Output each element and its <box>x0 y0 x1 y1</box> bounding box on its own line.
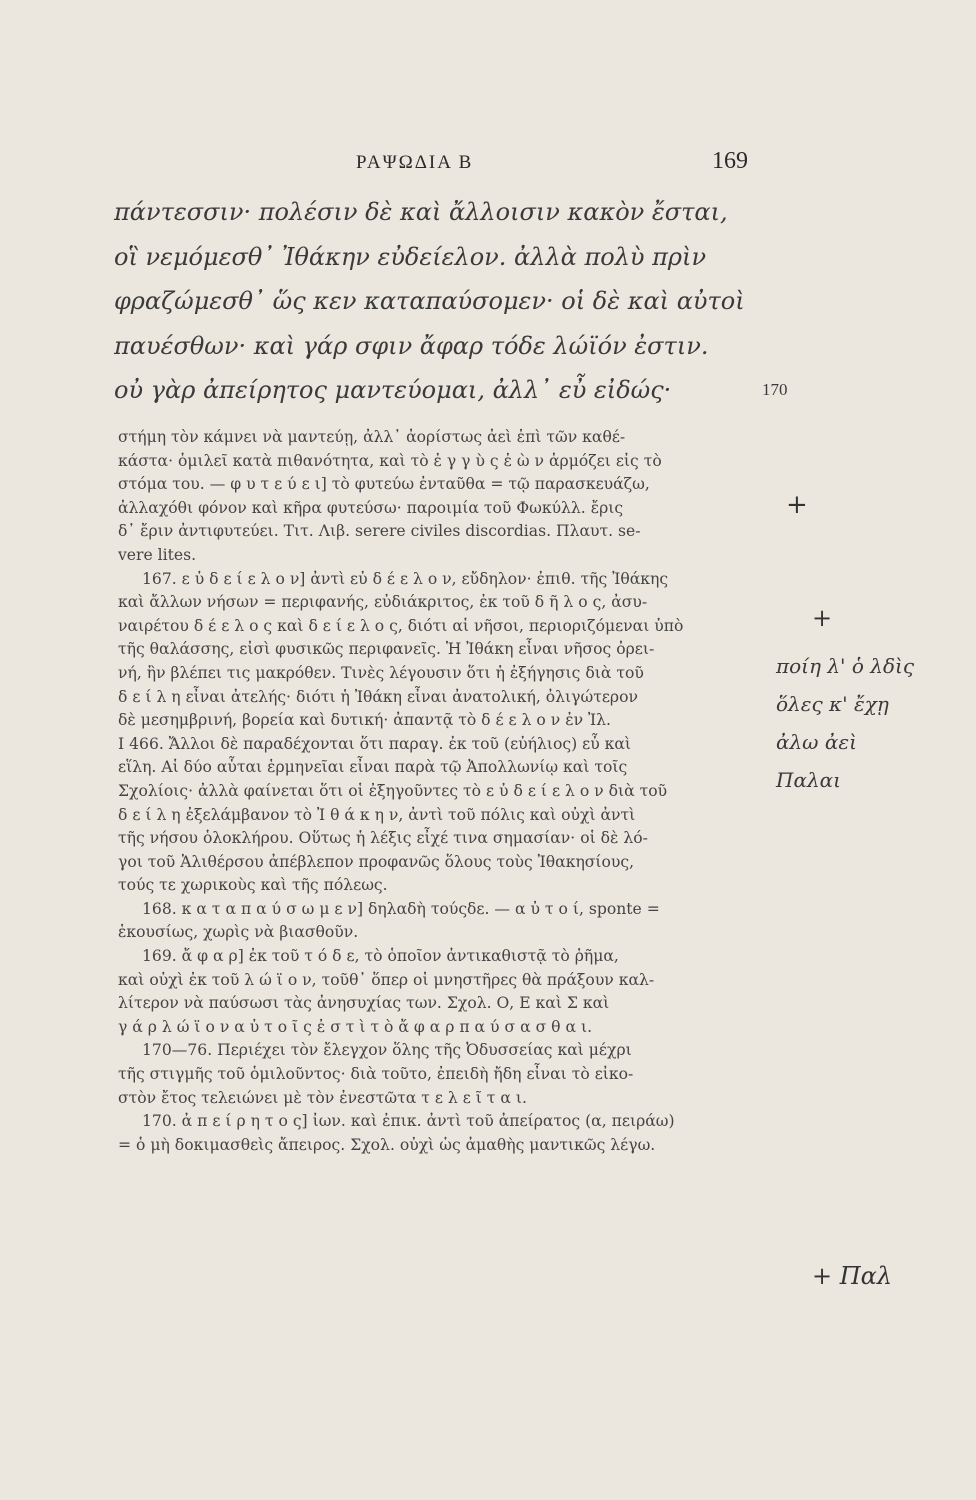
commentary-line: λίτερον νὰ παύσωσι τὰς ἀνησυχίας των. Σχολ. Ο, Ε καὶ Σ καὶ <box>118 994 610 1013</box>
commentary-line: καὶ οὐχὶ ἐκ τοῦ λ ώ ϊ ο ν, τοῦθ᾽ ὅπερ οἱ μνηστῆρες θὰ πράξουν καλ- <box>118 970 655 989</box>
verse-line <box>114 332 814 377</box>
verse-text: οἳ νεμόμεσθ᾽ Ἰθάκην εὐδείελον. ἀλλὰ πολὺ πρὶν <box>114 242 707 271</box>
verse-line <box>114 376 814 421</box>
commentary-line: δ ε ί λ η ἐξελάμβανον τὸ Ἰ θ ά κ η ν, ἀντὶ τοῦ πόλις καὶ οὐχὶ ἀντὶ <box>118 805 636 824</box>
commentary-line: εἵλη. Αἱ δύο αὗται ἑρμηνεῖαι εἶναι παρὰ τῷ Ἀπολλωνίῳ καὶ τοῖς <box>118 758 628 777</box>
commentary-line: Ι 466. Ἄλλοι δὲ παραδέχονται ὅτι παραγ. ἐκ τοῦ (εὐήλιος) εὖ καὶ <box>118 734 632 753</box>
commentary-line: 168. κ α τ α π α ύ σ ω μ ε ν] δηλαδὴ τούςδε. — α ὐ τ ο ί, sponte = <box>142 899 660 918</box>
commentary-line: γ ά ρ λ ώ ϊ ο ν α ὐ τ ο ῖ ς ἐ σ τ ὶ τ ὸ ἄ φ α ρ π α ύ σ α σ θ α ι. <box>118 1017 593 1036</box>
margin-cross-mark: + <box>786 490 808 520</box>
margin-annotation: + Παλ <box>812 1262 893 1290</box>
commentary-line: 170—76. Περιέχει τὸν ἔλεγχον ὅλης τῆς Ὀδυσσείας καὶ μέχρι <box>142 1041 632 1060</box>
commentary-line: γοι τοῦ Ἁλιθέρσου ἀπέβλεπον προφανῶς ὅλους τοὺς Ἰθακησίους, <box>118 852 635 871</box>
commentary-line: κάστα· ὁμιλεῖ κατὰ πιθανότητα, καὶ τὸ ἐ γ γ ὺ ς ἐ ὼ ν ἁρμόζει εἰς τὸ <box>118 451 662 470</box>
commentary-line: δ᾽ ἔριν ἀντιφυτεύει. Τιτ. Λιβ. serere civiles discordias. Πλαυτ. se- <box>118 522 641 541</box>
verse-number: 170 <box>762 380 788 399</box>
handwritten-margin-note <box>776 654 976 806</box>
handwritten-line: ὅλες κ' ἔχῃ <box>776 692 889 716</box>
running-head: ΡΑΨΩΔΙΑ Β <box>356 152 474 173</box>
commentary-line: τῆς στιγμῆς τοῦ ὁμιλοῦντος· διὰ τοῦτο, ἐπειδὴ ἤδη εἶναι τὸ εἰκο- <box>118 1065 634 1084</box>
commentary-line: δὲ μεσημβρινή, βορεία καὶ δυτική· ἀπαντᾷ τὸ δ έ ε λ ο ν ἐν Ἰλ. <box>118 711 611 730</box>
page-number: 169 <box>712 148 748 174</box>
verse-text: φραζώμεσθ᾽ ὥς κεν καταπαύσομεν· οἱ δὲ καὶ αὐτοὶ <box>114 287 745 315</box>
page-header <box>0 148 976 182</box>
margin-cross-mark: + <box>812 604 833 632</box>
commentary-line: = ὁ μὴ δοκιμασθεὶς ἄπειρος. Σχολ. οὐχὶ ὡς ἀμαθὴς μαντικῶς λέγω. <box>118 1135 656 1154</box>
verse-line <box>114 287 814 332</box>
commentary-line: 169. ἄ φ α ρ] ἐκ τοῦ τ ό δ ε, τὸ ὁποῖον ἀντικαθιστᾷ τὸ ῥῆμα, <box>142 947 619 966</box>
commentary-line: Σχολίοις· ἀλλὰ φαίνεται ὅτι οἱ ἐξηγοῦντες τὸ ε ὐ δ ε ί ε λ ο ν διὰ τοῦ <box>118 781 668 800</box>
verse-text: οὐ γὰρ ἀπείρητος μαντεύομαι, ἀλλ᾽ εὖ εἰδώς· <box>114 376 672 404</box>
commentary-line: vere lites. <box>118 545 197 564</box>
commentary-line: καὶ ἄλλων νήσων = περιφανής, εὐδιάκριτος, ἐκ τοῦ δ ῆ λ ο ς, ἀσυ- <box>118 593 648 612</box>
commentary-block <box>118 426 772 1157</box>
commentary-line: τούς τε χωρικοὺς καὶ τῆς πόλεως. <box>118 876 388 895</box>
commentary-line: τῆς νήσου ὁλοκλήρου. Οὕτως ἡ λέξις εἶχέ τινα σημασίαν· οἱ δὲ λό- <box>118 829 648 848</box>
handwritten-line: ἀλω ἀεὶ <box>776 730 857 754</box>
commentary-line: νή, ἣν βλέπει τις μακρόθεν. Τινὲς λέγουσιν ὅτι ἡ ἐξήγησις διὰ τοῦ <box>118 663 644 682</box>
commentary-line: ἀλλαχόθι φόνον καὶ κῆρα φυτεύσω· παροιμία τοῦ Φωκύλλ. ἔρις <box>118 498 624 517</box>
verse-text: παυέσθων· καὶ γάρ σφιν ἄφαρ τόδε λώϊόν ἐστιν. <box>114 331 709 360</box>
handwritten-line: ποίη λ' ὁ λδὶς <box>776 654 915 678</box>
commentary-line: ἑκουσίως, χωρὶς νὰ βιασθοῦν. <box>118 923 359 942</box>
commentary-line: τῆς θαλάσσης, εἰσὶ φυσικῶς περιφανεῖς. Ἡ Ἰθάκη εἶναι νῆσος ὀρει- <box>118 640 655 659</box>
commentary-line: 170. ἀ π ε ί ρ η τ ο ς] ἰων. καὶ ἐπικ. ἀντὶ τοῦ ἀπείρατος (α, πειράω) <box>142 1112 675 1131</box>
commentary-line: ναιρέτου δ έ ε λ ο ς καὶ δ ε ί ε λ ο ς, διότι αἱ νῆσοι, περιοριζόμεναι ὑπὸ <box>118 616 684 635</box>
commentary-line: στόμα του. — φ υ τ ε ύ ε ι] τὸ φυτεύω ἐνταῦθα = τῷ παρασκευάζω, <box>118 475 650 494</box>
verse-text: πάντεσσιν· πολέσιν δὲ καὶ ἄλλοισιν κακὸν ἔσται, <box>114 198 728 226</box>
commentary-line: δ ε ί λ η εἶναι ἀτελής· διότι ἡ Ἰθάκη εἶναι ἀνατολική, ὀλιγώτερον <box>118 687 638 706</box>
verse-line <box>114 198 814 243</box>
verse-block <box>114 198 814 421</box>
verse-line <box>114 243 814 288</box>
commentary-line: στήμη τὸν κάμνει νὰ μαντεύῃ, ἀλλ᾽ ἀορίστως ἀεὶ ἐπὶ τῶν καθέ- <box>118 428 626 446</box>
handwritten-line: Παλαι <box>776 768 841 792</box>
commentary-line: 167. ε ὐ δ ε ί ε λ ο ν] ἀντὶ εὐ δ έ ε λ ο ν, εὔδηλον· ἐπιθ. τῆς Ἰθάκης <box>142 569 669 588</box>
commentary-line: στὸν ἔτος τελειώνει μὲ τὸν ἐνεστῶτα τ ε λ ε ῖ τ α ι. <box>118 1088 527 1107</box>
